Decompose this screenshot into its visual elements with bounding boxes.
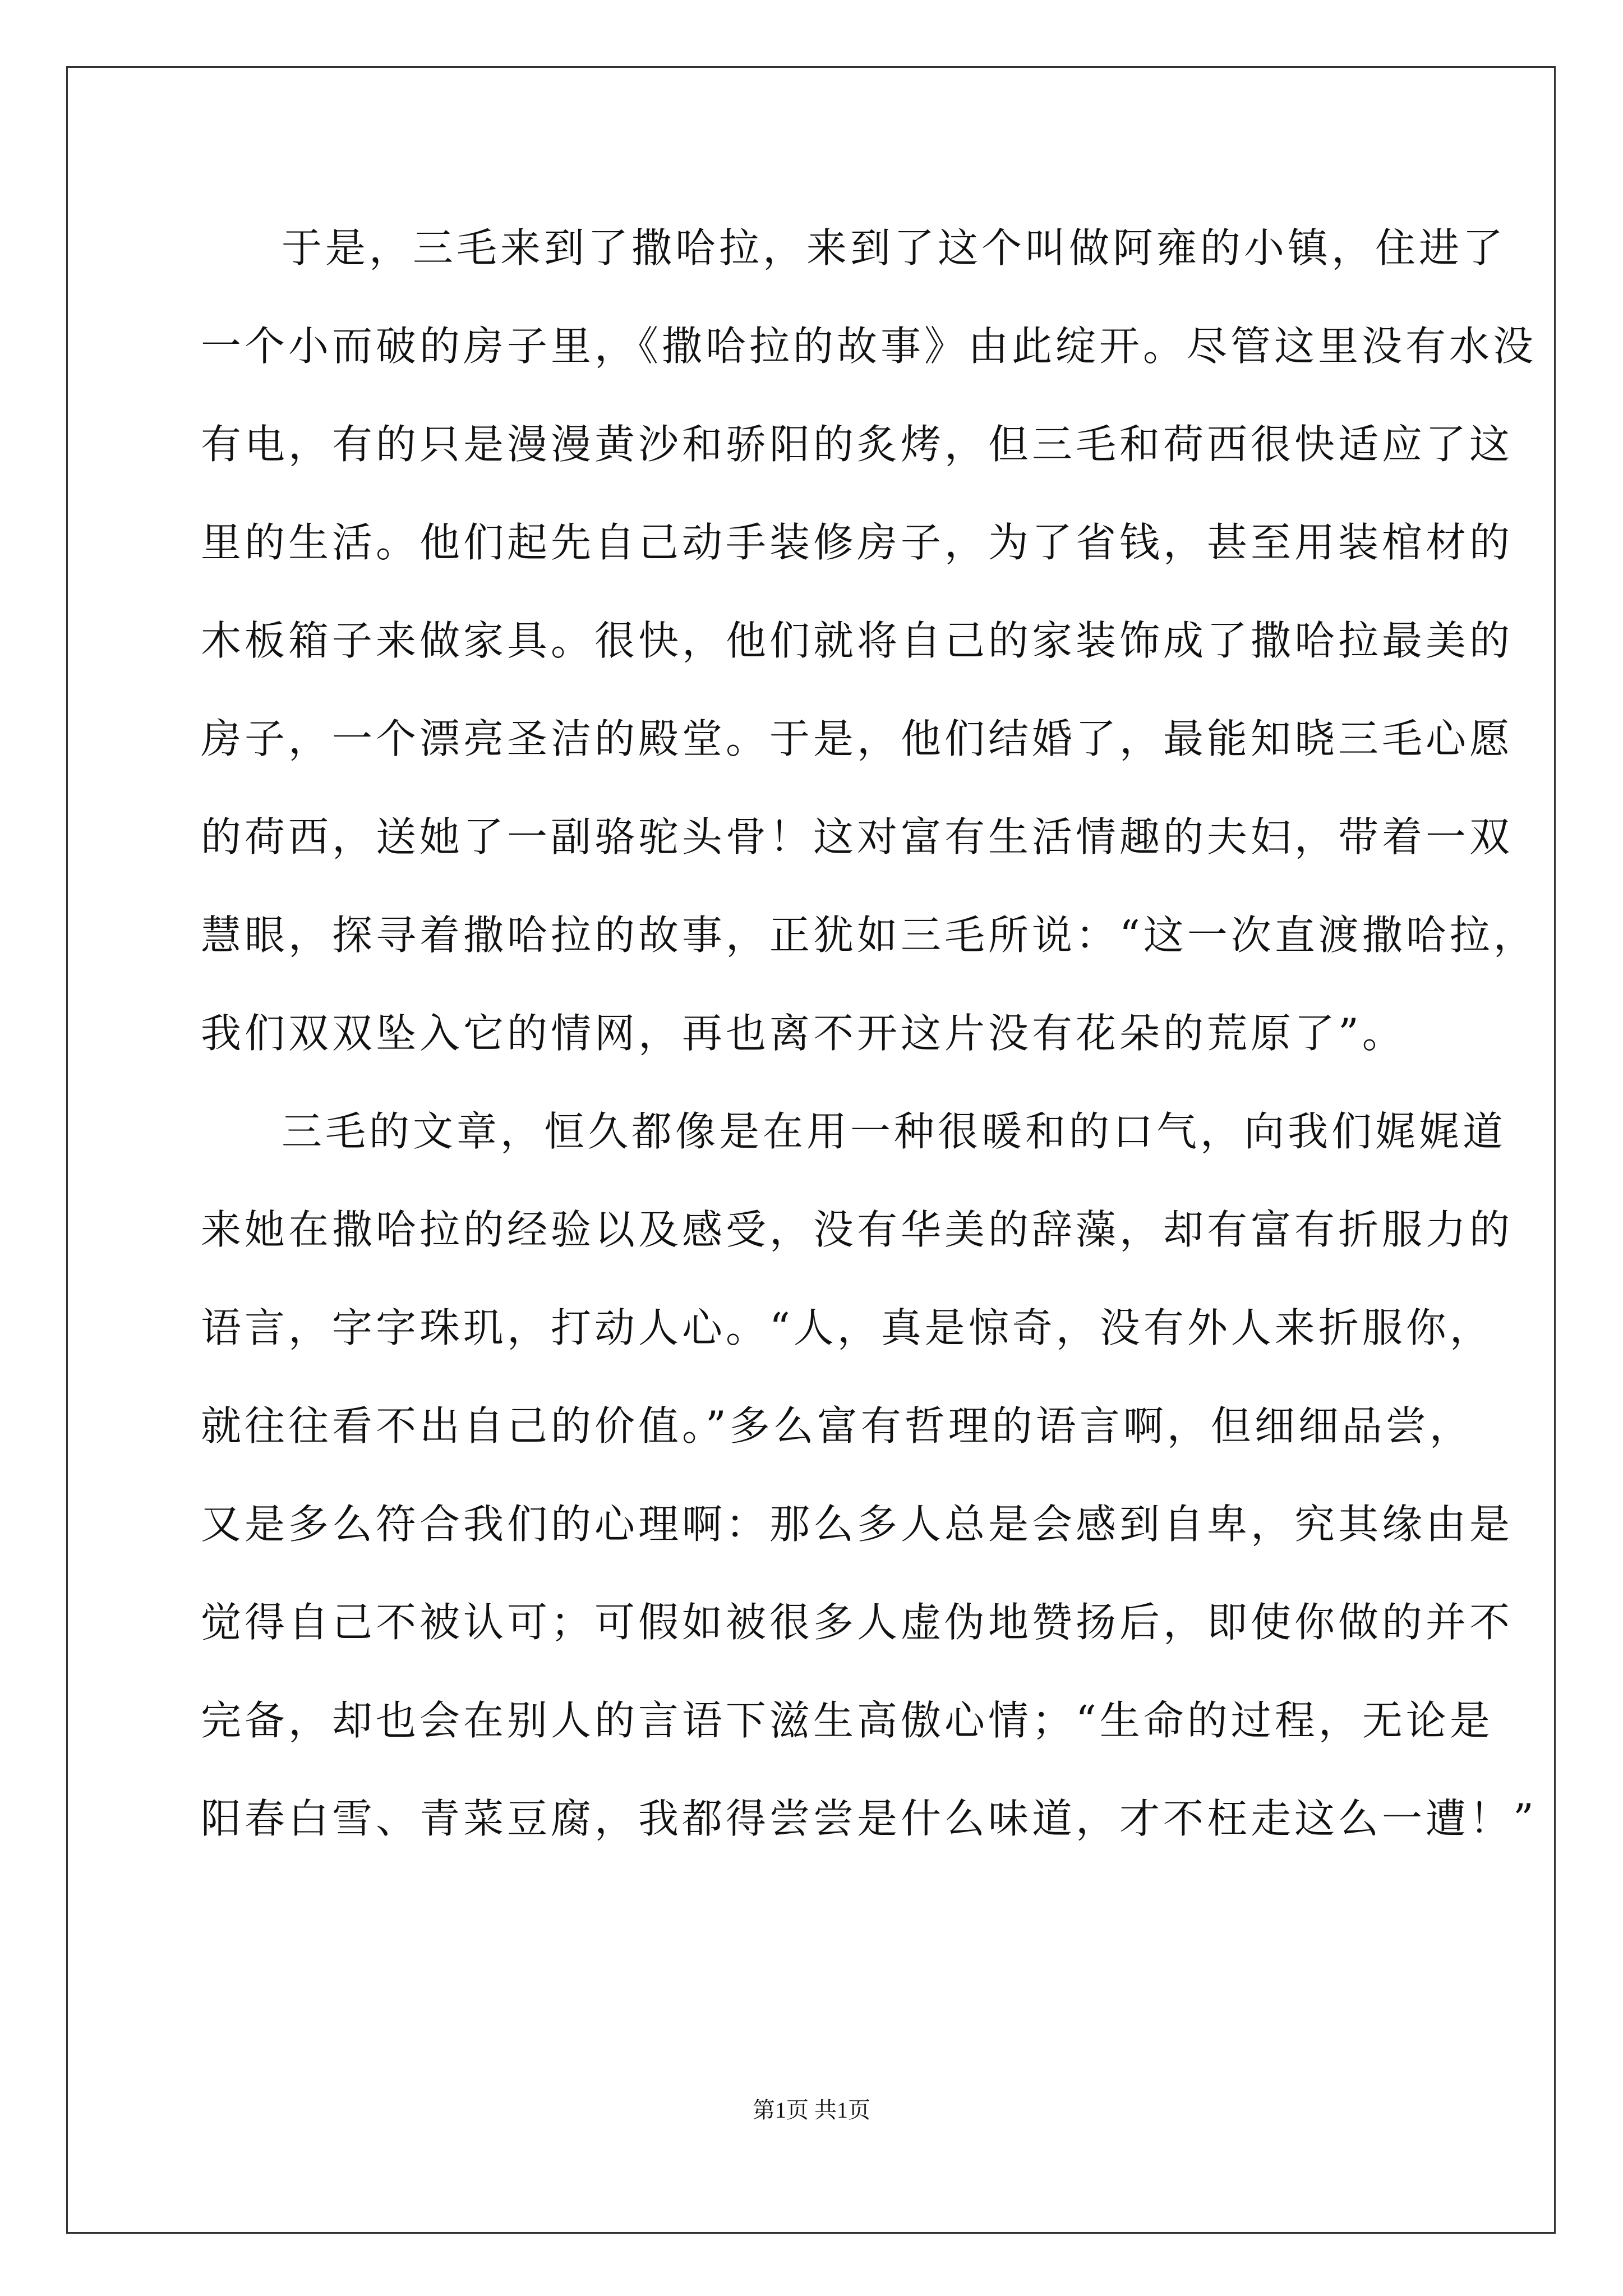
text-line: 三毛的文章，恒久都像是在用一种很暖和的口气，向我们娓娓道 xyxy=(282,1108,1507,1155)
text-line: 木板箱子来做家具。很快，他们就将自己的家装饰成了撒哈拉最美的 xyxy=(201,617,1514,664)
text-line: 来她在撒哈拉的经验以及感受，没有华美的辞藻，却有富有折服力的 xyxy=(201,1206,1514,1253)
text-line: 一个小而破的房子里，《撒哈拉的故事》由此绽开。尽管这里没有水没 xyxy=(201,323,1537,370)
text-line: 就往往看不出自己的价值。”多么富有哲理的语言啊，但细细品尝， xyxy=(201,1402,1473,1450)
paragraph-2 xyxy=(201,1092,1537,1878)
paragraph-1 xyxy=(201,209,1537,1092)
text-line: 有电，有的只是漫漫黄沙和骄阳的炙烤，但三毛和荷西很快适应了这 xyxy=(201,421,1514,468)
text-line: 慧眼，探寻着撒哈拉的故事，正犹如三毛所说：“这一次直渡撒哈拉， xyxy=(201,912,1537,959)
text-line: 里的生活。他们起先自己动手装修房子，为了省钱，甚至用装棺材的 xyxy=(201,519,1514,566)
text-line: 语言，字字珠玑，打动人心。“人，真是惊奇，没有外人来折服你， xyxy=(201,1304,1493,1351)
text-line: 觉得自己不被认可；可假如被很多人虚伪地赞扬后，即使你做的并不 xyxy=(201,1599,1514,1646)
text-line: 我们双双坠入它的情网，再也离不开这片没有花朵的荒原了”。 xyxy=(201,1010,1406,1057)
text-line: 房子，一个漂亮圣洁的殿堂。于是，他们结婚了，最能知晓三毛心愿 xyxy=(201,715,1514,762)
text-line: 于是，三毛来到了撒哈拉，来到了这个叫做阿雍的小镇，住进了 xyxy=(282,224,1507,272)
text-line: 的荷西，送她了一副骆驼头骨！这对富有生活情趣的夫妇，带着一双 xyxy=(201,813,1514,861)
text-line: 又是多么符合我们的心理啊：那么多人总是会感到自卑，究其缘由是 xyxy=(201,1501,1514,1548)
text-line: 完备，却也会在别人的言语下滋生高傲心情；“生命的过程，无论是 xyxy=(201,1697,1493,1744)
document-body xyxy=(201,209,1537,1878)
text-line: 阳春白雪、青菜豆腐，我都得尝尝是什么味道，才不枉走这么一遭！” xyxy=(201,1795,1537,1842)
page-number-footer: 第1页 共1页 xyxy=(753,2097,870,2123)
